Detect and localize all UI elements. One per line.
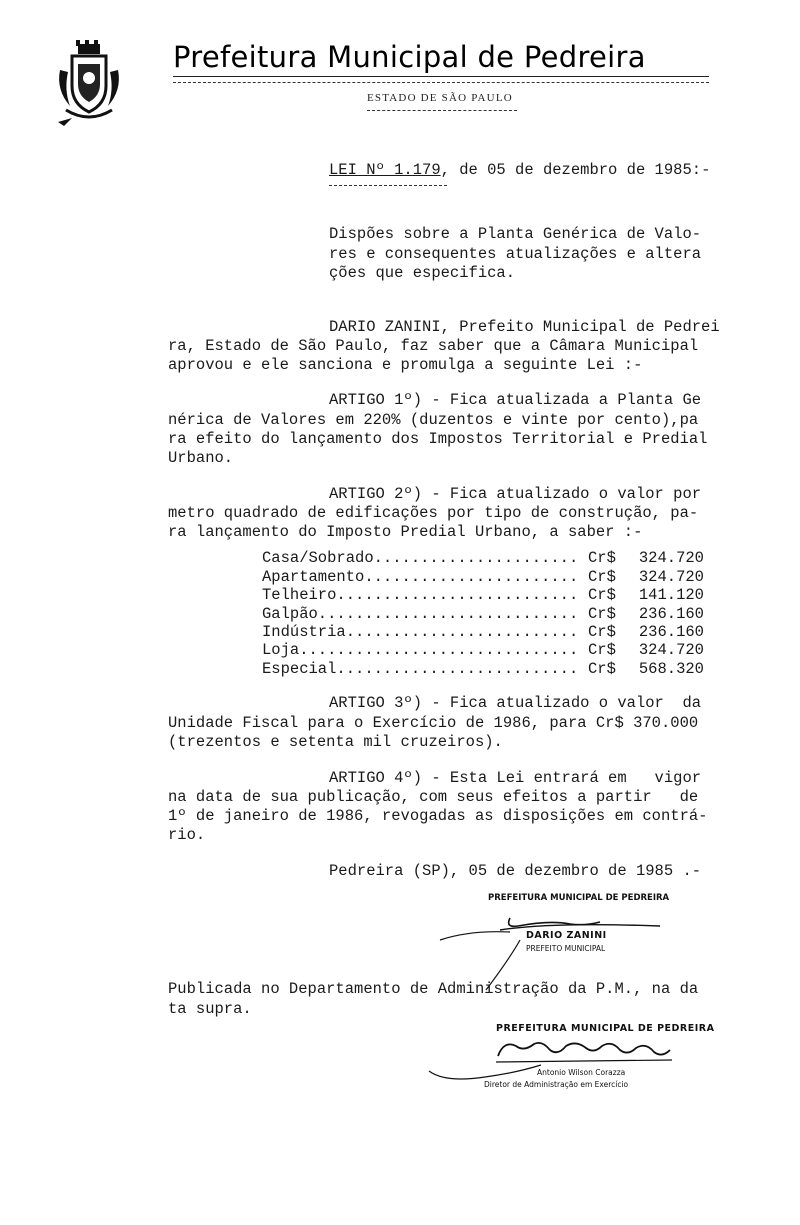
ementa-line-1: Dispões sobre a Planta Genérica de Valo- — [329, 225, 702, 243]
article4-line-4: rio. — [168, 826, 206, 844]
law-heading — [329, 161, 710, 179]
price-label: Galpão............................ — [262, 605, 579, 623]
preamble-line-3: aprovou e ele sanciona e promulga a seguinte Lei :- — [168, 356, 643, 374]
price-value: 236.160 — [638, 605, 704, 623]
mayor-stamp: PREFEITURA MUNICIPAL DE PEDREIRA — [488, 893, 670, 903]
price-label: Telheiro.......................... — [262, 586, 579, 604]
law-number-underline — [329, 185, 447, 186]
price-row — [262, 641, 704, 659]
price-currency: Cr$ — [588, 623, 616, 641]
ementa-line-2: res e consequentes atualizações e altera — [329, 245, 702, 263]
article1-line-3: ra efeito do lançamento dos Impostos Territorial e Predial — [168, 430, 708, 448]
price-row — [262, 549, 704, 567]
price-value: 236.160 — [638, 623, 704, 641]
price-currency: Cr$ — [588, 660, 616, 678]
article3-line-2: Unidade Fiscal para o Exercício de 1986, para Cr$ 370.000 — [168, 714, 699, 732]
place-date: Pedreira (SP), 05 de dezembro de 1985 .- — [329, 862, 702, 880]
ementa-line-3: ções que especifica. — [329, 264, 516, 282]
mayor-name: DARIO ZANINI — [526, 930, 607, 941]
mayor-role: PREFEITO MUNICIPAL — [526, 944, 606, 953]
law-date: , de 05 de dezembro de 1985:- — [440, 161, 711, 179]
article4-line-2: na data de sua publicação, com seus efeitos a partir de — [168, 788, 699, 806]
publication-line-2: ta supra. — [168, 1000, 252, 1018]
price-value: 324.720 — [638, 568, 704, 586]
director-name: Antonio Wilson Corazza — [537, 1068, 626, 1077]
price-row — [262, 586, 704, 604]
header-rule — [173, 76, 709, 77]
article2-line-2: metro quadrado de edificações por tipo de construção, pa- — [168, 504, 699, 522]
price-value: 568.320 — [638, 660, 704, 678]
publication-line-1: Publicada no Departamento de Administração da P.M., na da — [168, 980, 699, 998]
price-row — [262, 568, 704, 586]
price-label: Apartamento....................... — [262, 568, 579, 586]
article1-line-1: ARTIGO 1º) - Fica atualizada a Planta Ge — [329, 391, 702, 409]
price-label: Especial.......................... — [262, 660, 579, 678]
page-title: Prefeitura Municipal de Pedreira — [173, 40, 646, 74]
price-value: 324.720 — [638, 641, 704, 659]
preamble-line-2: ra, Estado de São Paulo, faz saber que a Câmara Municipal — [168, 337, 699, 355]
price-value: 141.120 — [638, 586, 704, 604]
price-currency: Cr$ — [588, 549, 616, 567]
header-rule-dashed — [173, 82, 709, 83]
price-row — [262, 605, 704, 623]
price-label: Loja.............................. — [262, 641, 579, 659]
price-currency: Cr$ — [588, 641, 616, 659]
director-stamp: PREFEITURA MUNICIPAL DE PEDREIRA — [496, 1023, 715, 1034]
article1-line-4: Urbano. — [168, 449, 234, 467]
article4-line-1: ARTIGO 4º) - Esta Lei entrará em vigor — [329, 769, 702, 787]
preamble-line-1: DARIO ZANINI, Prefeito Municipal de Pedrei — [329, 318, 720, 336]
law-number: LEI Nº 1.179 — [329, 161, 441, 179]
price-row — [262, 660, 704, 678]
article4-line-3: 1º de janeiro de 1986, revogadas as disposições em contrá- — [168, 807, 708, 825]
price-row — [262, 623, 704, 641]
state-subtitle: ESTADO DE SÃO PAULO — [367, 92, 513, 104]
price-currency: Cr$ — [588, 605, 616, 623]
article3-line-1: ARTIGO 3º) - Fica atualizado o valor da — [329, 694, 702, 712]
article3-line-3: (trezentos e setenta mil cruzeiros). — [168, 733, 503, 751]
article2-line-1: ARTIGO 2º) - Fica atualizado o valor por — [329, 485, 702, 503]
price-label: Indústria......................... — [262, 623, 579, 641]
municipal-coat-of-arms-icon — [52, 40, 124, 132]
director-role: Diretor de Administração em Exercício — [484, 1080, 629, 1089]
article2-line-3: ra lançamento do Imposto Predial Urbano, a saber :- — [168, 523, 643, 541]
article1-line-2: nérica de Valores em 220% (duzentos e vinte por cento),pa — [168, 411, 699, 429]
price-currency: Cr$ — [588, 586, 616, 604]
price-label: Casa/Sobrado...................... — [262, 549, 579, 567]
price-value: 324.720 — [638, 549, 704, 567]
state-rule — [367, 110, 517, 111]
price-currency: Cr$ — [588, 568, 616, 586]
